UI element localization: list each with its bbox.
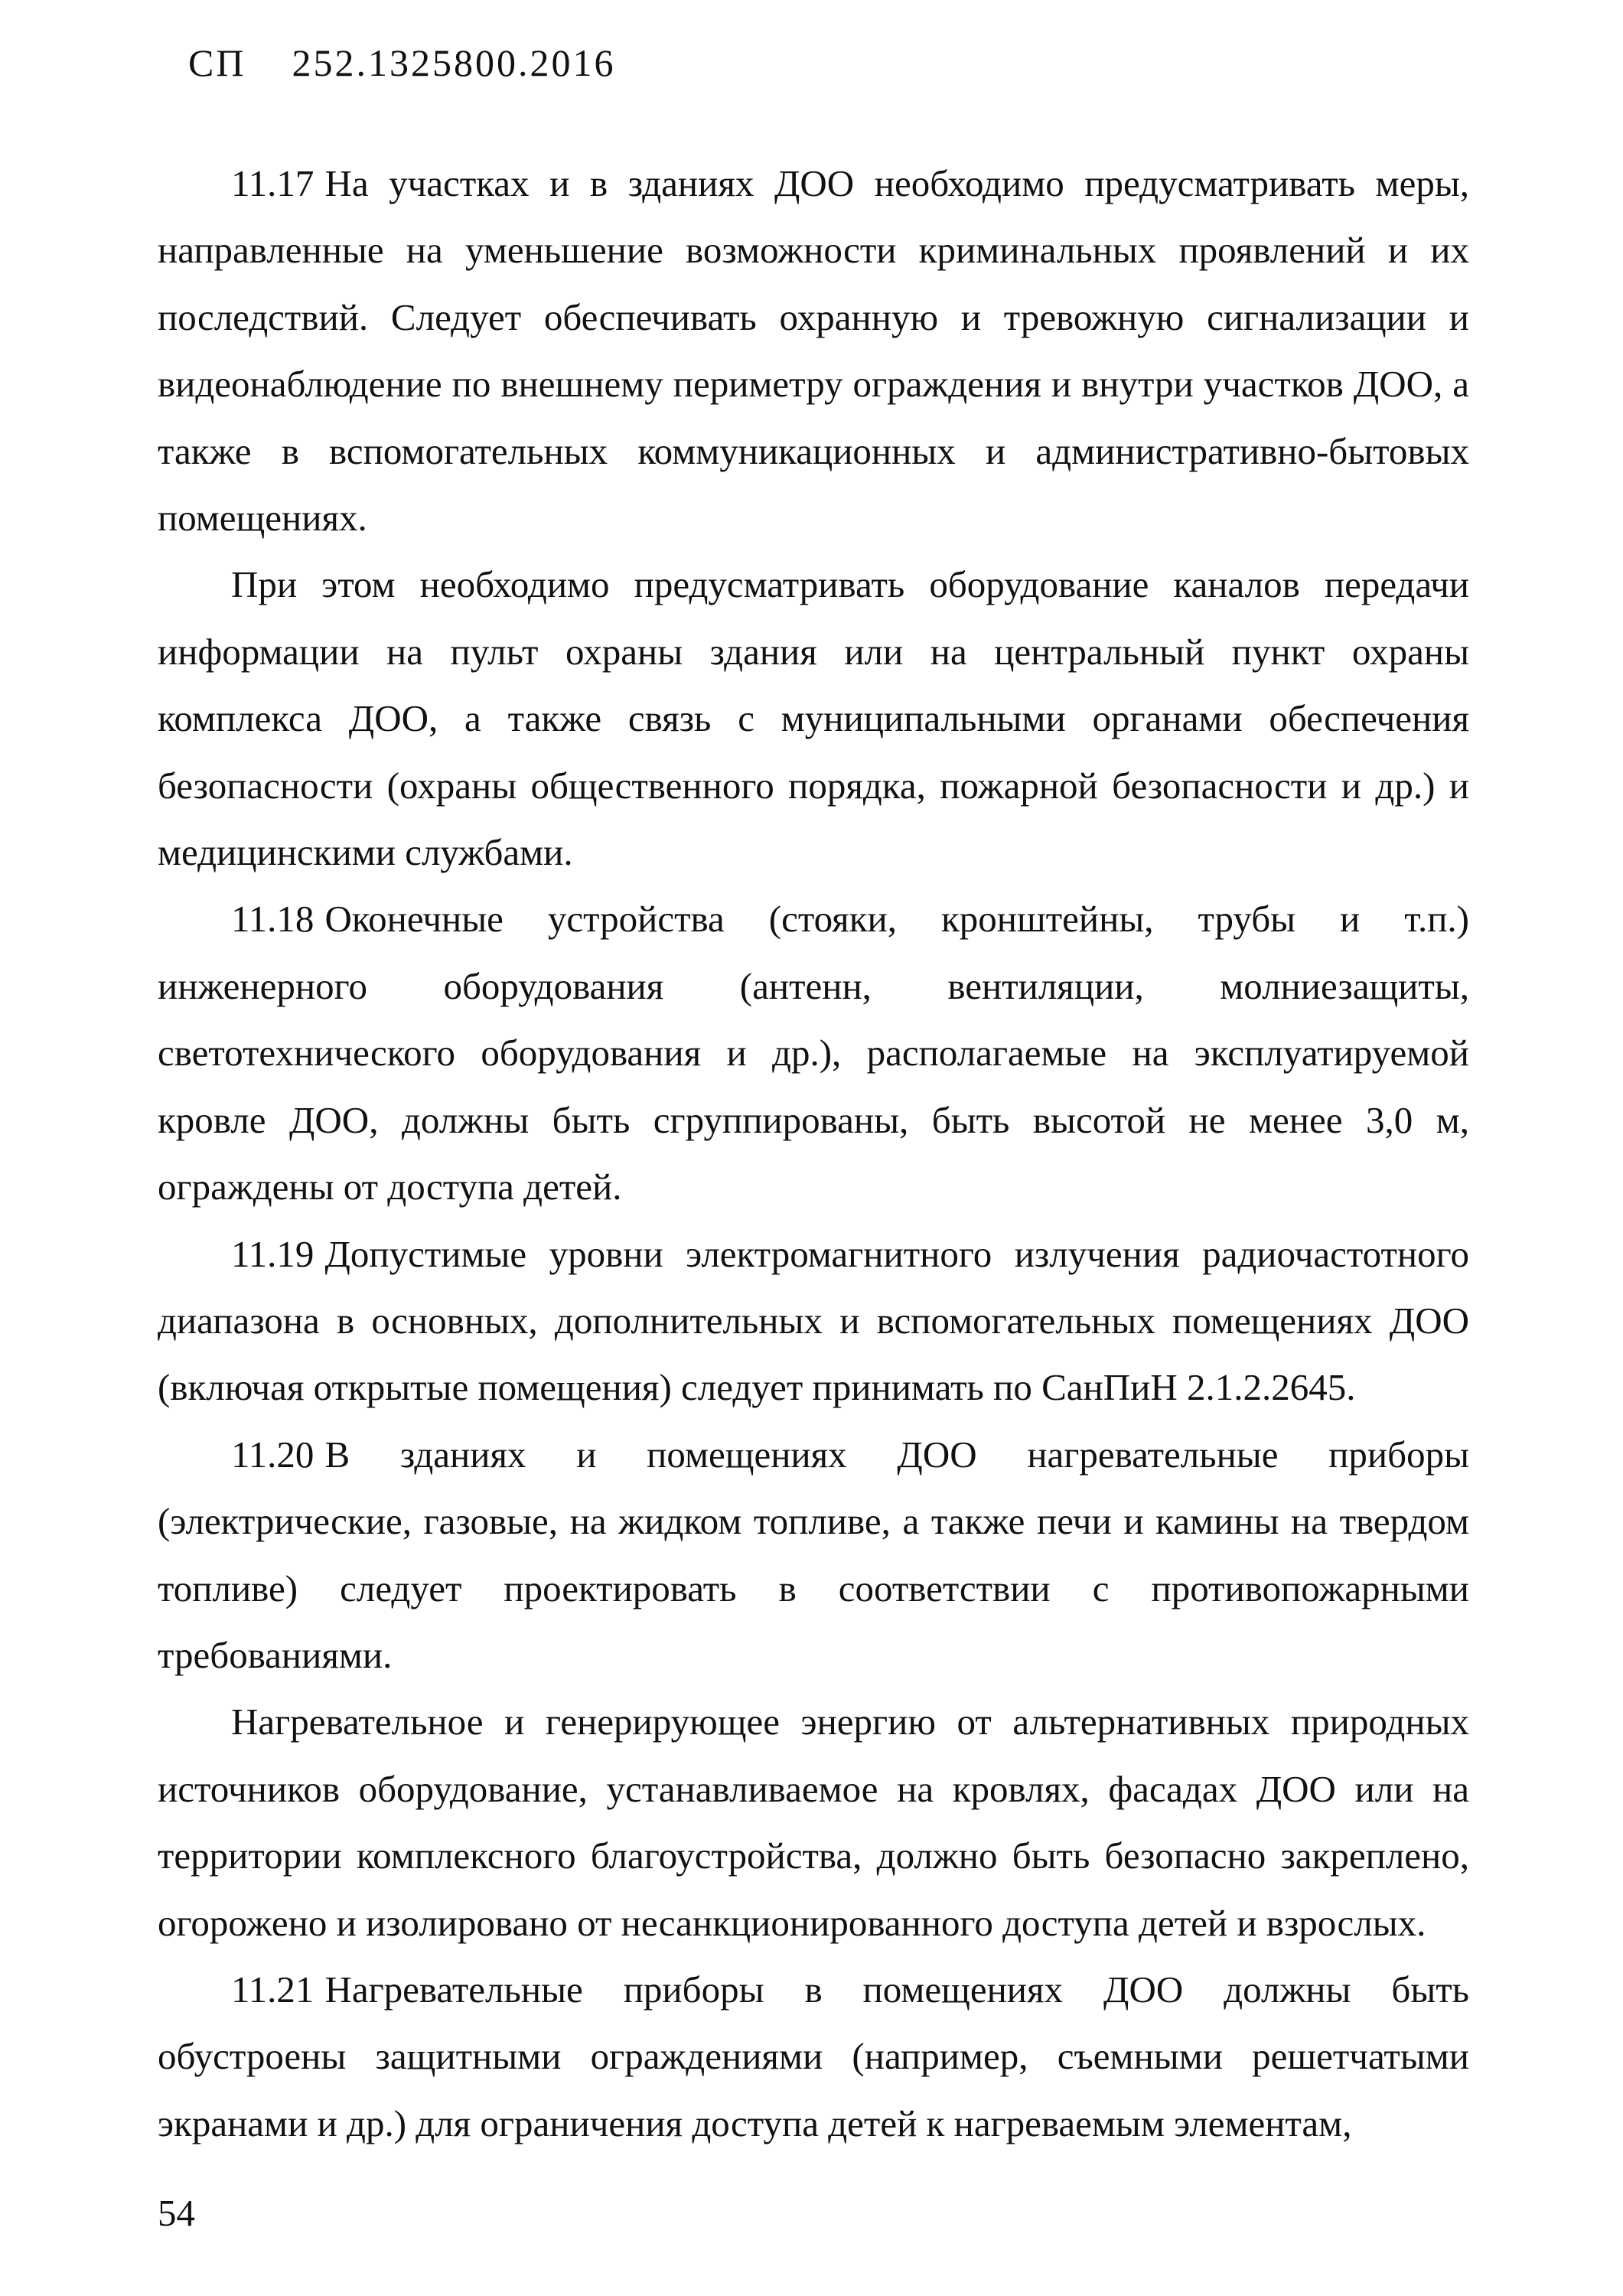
clause-11-19 bbox=[158, 1221, 1469, 1421]
clause-11-17 bbox=[158, 150, 1469, 551]
page-number: 54 bbox=[158, 2192, 195, 2234]
paragraph-11-17-continued bbox=[158, 551, 1469, 885]
body-text bbox=[158, 150, 1469, 2157]
clause-text: На участках и в зданиях ДОО необходимо предусматривать меры, направленные на уменьшение возможности криминальных проявлений и их последствий. Следует обеспечивать охранную и тревожную сигнализации и видеонаблюдение по внешнему периметру ограждения и внутри участков ДОО, а также в вспомогательных коммуникационных и административно-бытовых помещениях. bbox=[158, 162, 1469, 540]
paragraph-text: При этом необходимо предусматривать оборудование каналов передачи информации на пульт охраны здания или на центральный пункт охраны комплекса ДОО, а также связь с муниципальными органами обеспечения безопасности (охраны общественного порядка, пожарной безопасности и др.) и медицинскими службами. bbox=[158, 563, 1469, 874]
paragraph-11-20-continued bbox=[158, 1688, 1469, 1956]
running-header bbox=[188, 40, 615, 86]
clause-text: В зданиях и помещениях ДОО нагревательные приборы (электрические, газовые, на жидком топливе, а также печи и камины на твердом топливе) следует проектировать в соответствии с противопожарными требованиями. bbox=[158, 1433, 1469, 1676]
clause-11-18 bbox=[158, 885, 1469, 1220]
clause-number: 11.18 bbox=[231, 898, 314, 941]
clause-text: Допустимые уровни электромагнитного излучения радиочастотного диапазона в основных, дополнительных и вспомогательных помещениях ДОО (включая открытые помещения) следует принимать по СанПиН 2.1.2.2645. bbox=[158, 1232, 1469, 1409]
clause-text: Нагревательные приборы в помещениях ДОО должны быть обустроены защитными ограждениями (например, съемными решетчатыми экранами и др.) для ограничения доступа детей к нагреваемым элементам, bbox=[158, 1968, 1469, 2144]
header-doc-type: СП bbox=[188, 41, 246, 84]
clause-number: 11.20 bbox=[231, 1433, 314, 1476]
clause-11-21 bbox=[158, 1956, 1469, 2157]
clause-number: 11.19 bbox=[231, 1232, 314, 1275]
clause-text: Оконечные устройства (стояки, кронштейны, трубы и т.п.) инженерного оборудования (антенн, вентиляции, молниезащиты, светотехнического оборудования и др.), располагаемые на эксплуатируемой кровле ДОО, должны быть сгруппированы, быть высотой не менее 3,0 м, ограждены от доступа детей. bbox=[158, 898, 1469, 1208]
header-doc-number: 252.1325800.2016 bbox=[292, 41, 616, 84]
clause-number: 11.21 bbox=[231, 1968, 314, 2011]
paragraph-text: Нагревательное и генерирующее энергию от альтернативных природных источников оборудование, устанавливаемое на кровлях, фасадах ДОО или на территории комплексного благоустройства, должно быть безопасно закреплено, огорожено и изолировано от несанкционированного доступа детей и взрослых. bbox=[158, 1701, 1469, 1944]
clause-number: 11.17 bbox=[231, 162, 314, 204]
clause-11-20 bbox=[158, 1421, 1469, 1689]
